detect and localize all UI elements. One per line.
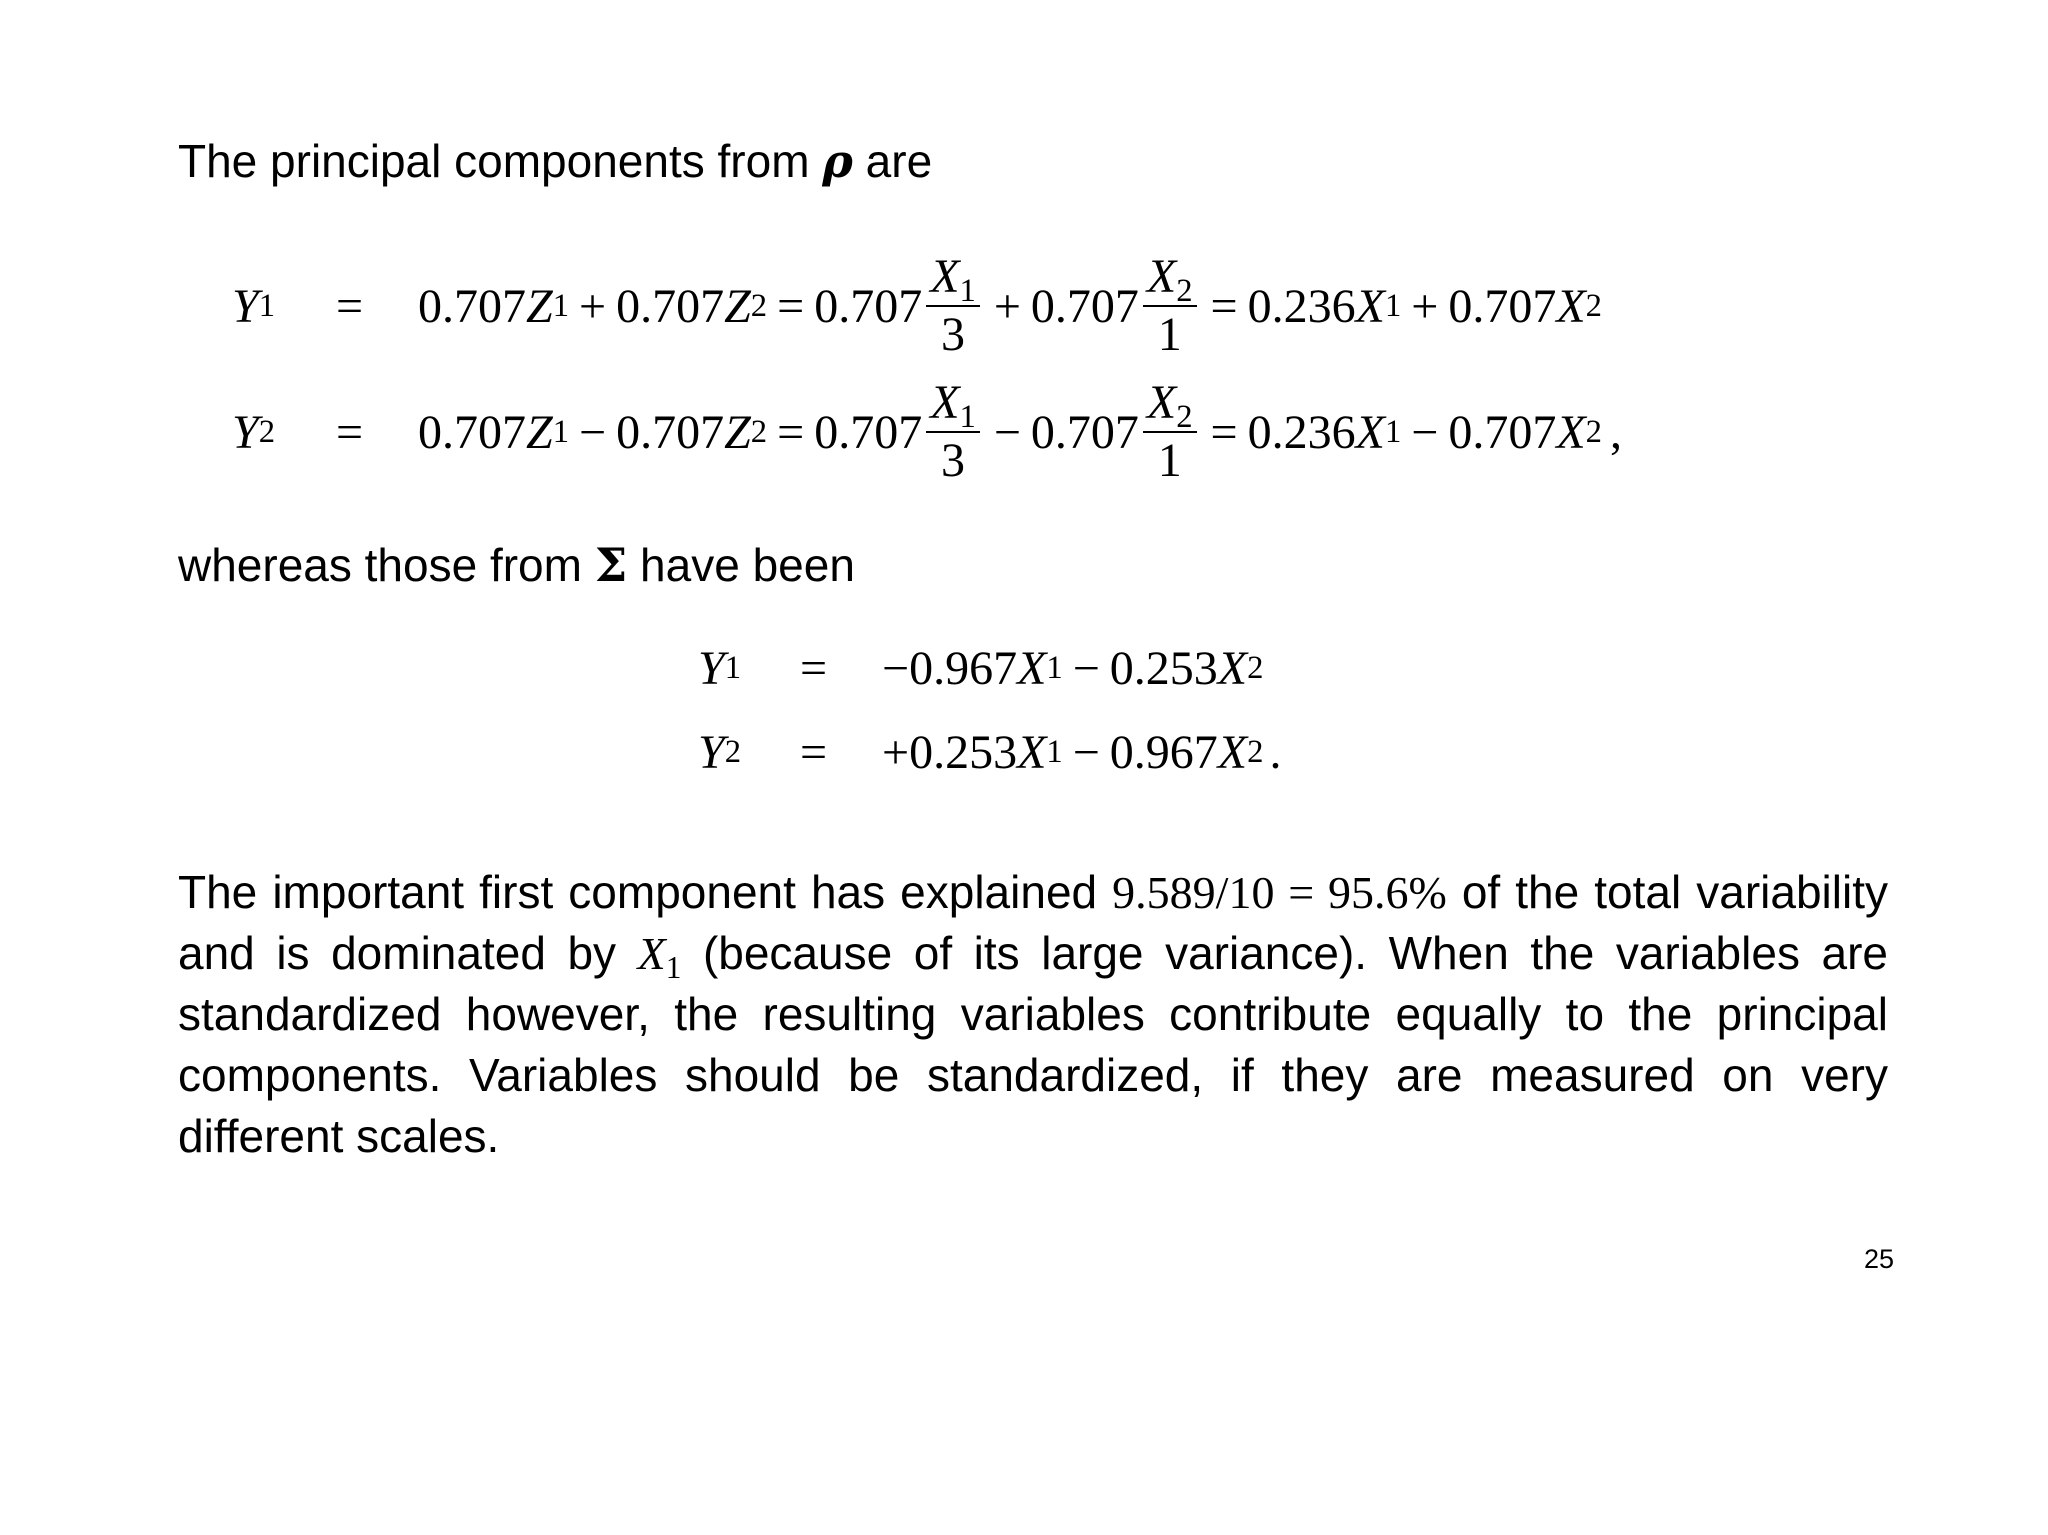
equation-rhs: 0.707 Z 1 − 0.707 Z 2 = 0.707 $\frac{X_1}{3}$ − 0.707 $\frac{X_2}{1}$ = 0.236 X 1 − 0.707 X 2 ,	[418, 376, 1622, 487]
sigma-symbol: Σ	[594, 538, 628, 592]
rho-equation-2	[0, 372, 2048, 492]
equation-relation: =	[336, 279, 364, 333]
fraction: $\frac{X_1}{3}$	[926, 377, 980, 487]
equation-lhs: Y 2	[232, 405, 276, 459]
equation-relation: =	[336, 405, 364, 459]
equation-lhs: Y 2	[698, 725, 742, 779]
equation-lhs: Y 1	[232, 279, 276, 333]
equation-relation: =	[800, 641, 828, 695]
rho-equation-1	[0, 246, 2048, 366]
equation-rhs: 0.707 Z 1 + 0.707 Z 2 = 0.707 $\frac{X_1}{3}$ + 0.707 $\frac{X_2}{1}$ = 0.236 X 1 + 0.707 X 2	[418, 250, 1602, 361]
whereas-text: whereas those from Σ have been	[178, 538, 855, 592]
sigma-equation-2	[0, 712, 2048, 792]
conclusion-paragraph: The important first component has explained 9.589/10 = 95.6% of the total variability and is dominated by $X_1$ (because of its large variance). When the variables are standardized however, the resulting variables contribute equally to the principal components. Variables should be standardized, if they are measured on very different scales.	[178, 866, 1888, 1162]
equation-relation: =	[800, 725, 828, 779]
fraction: $\frac{X_1}{3}$	[926, 251, 980, 361]
equation-lhs: Y 1	[698, 641, 742, 695]
sigma-equation-1	[0, 628, 2048, 708]
page-number: 25	[1863, 1244, 1894, 1274]
explained-variance-math: 9.589/10 = 95.6%	[1112, 867, 1447, 918]
equation-rhs: −0.967 X 1 − 0.253 X 2	[882, 641, 1264, 695]
fraction: $\frac{X_2}{1}$	[1143, 251, 1197, 361]
equation-rhs: +0.253 X 1 − 0.967 X 2 .	[882, 725, 1282, 779]
intro-text: The principal components from ρ are	[178, 134, 933, 188]
rho-symbol: ρ	[822, 134, 853, 188]
fraction: $\frac{X_2}{1}$	[1143, 377, 1197, 487]
